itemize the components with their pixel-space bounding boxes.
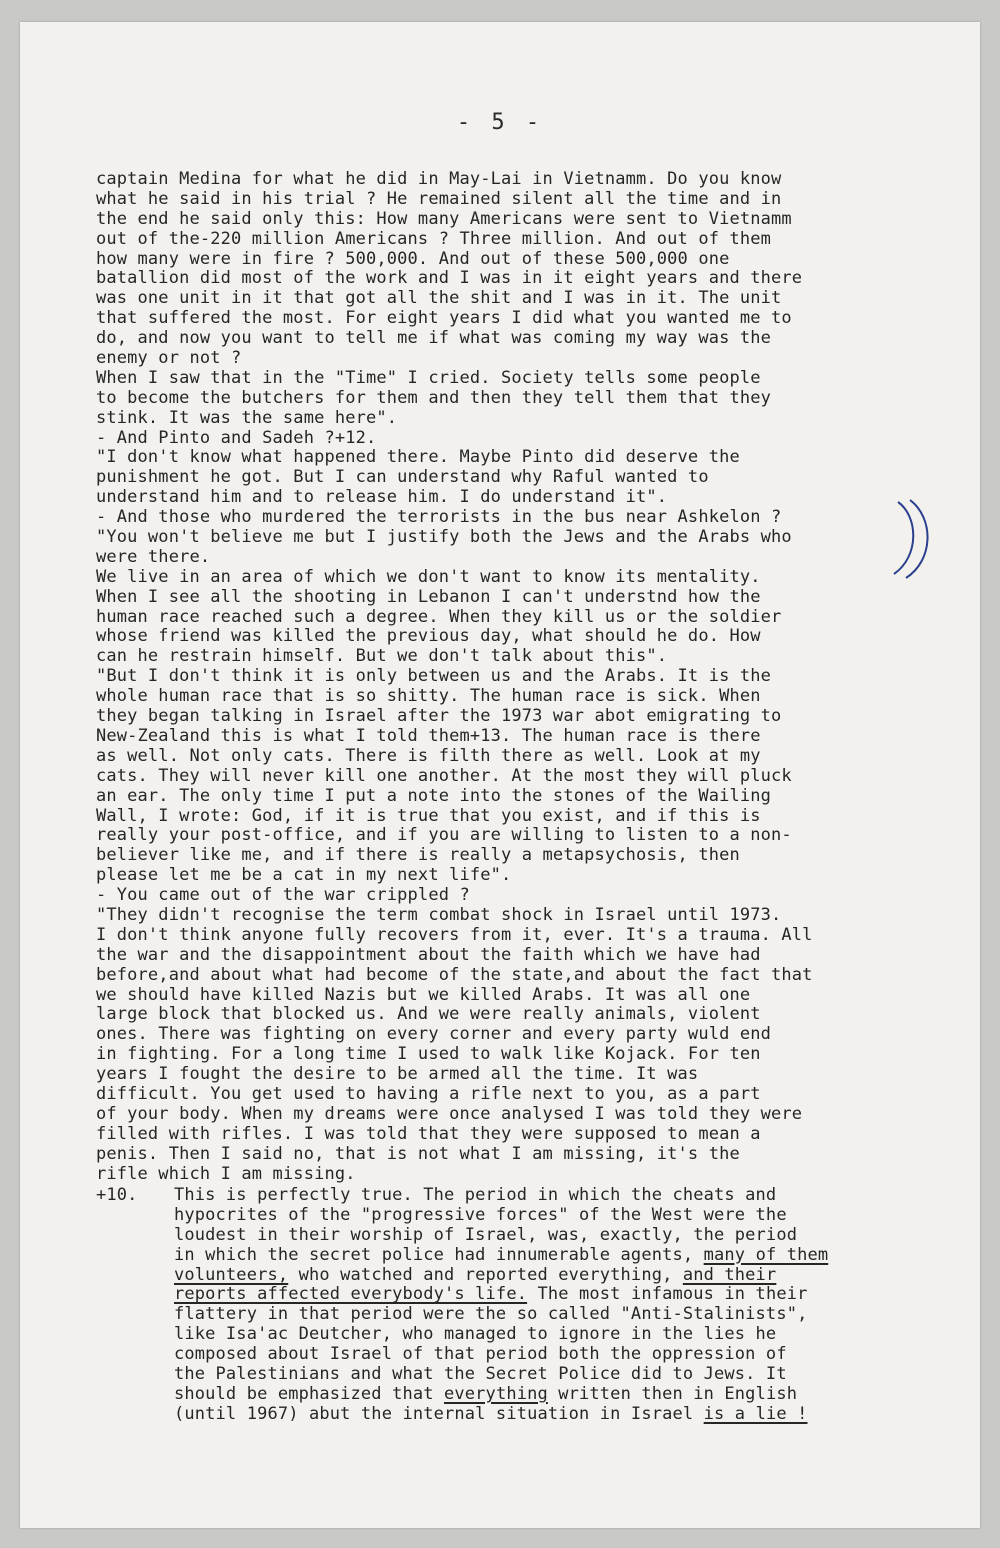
text-line: we should have killed Nazis but we killed Arabs. It was all one — [96, 984, 751, 1005]
text-line: stink. It was the same here". — [96, 407, 398, 428]
text-line: was one unit in it that got all the shit and I was in it. The unit — [96, 288, 782, 309]
text-line: "I don't know what happened there. Maybe Pinto did deserve the — [96, 447, 740, 468]
text-segment: flattery in that period were the so called "Anti-Stalinists", — [174, 1304, 808, 1325]
text-line: We live in an area of which we don't want to know its mentality. — [96, 566, 761, 587]
text-line: "You won't believe me but I justify both the Jews and the Arabs who — [96, 527, 792, 548]
text-segment: the Palestinians and what the Secret Police did to Jews. It — [174, 1364, 787, 1385]
text-line: believer like me, and if there is really a metapsychosis, then — [96, 845, 740, 866]
footnote-line — [174, 1285, 964, 1305]
text-line: cats. They will never kill one another. At the most they will pluck — [96, 765, 792, 786]
text-line: I don't think anyone fully recovers from it, ever. It's a trauma. All — [96, 924, 813, 945]
text-segment: who watched and reported everything, — [288, 1264, 683, 1285]
body-text — [96, 170, 956, 1184]
text-line: the end he said only this: How many Americans were sent to Vietnamm — [96, 208, 792, 229]
text-line: out of the-220 million Americans ? Three million. And out of them — [96, 228, 772, 249]
text-line: do, and now you want to tell me if what was coming my way was the — [96, 328, 772, 349]
text-segment: loudest in their worship of Israel, was, exactly, the period — [174, 1224, 798, 1245]
footnote-line — [174, 1246, 964, 1266]
text-line: really your post-office, and if you are willing to listen to a non- — [96, 825, 792, 846]
text-segment: This is perfectly true. The period in which the cheats and — [174, 1185, 777, 1205]
text-line: Wall, I wrote: God, if it is true that you exist, and if this is — [96, 805, 761, 826]
text-segment: written then in English — [547, 1383, 798, 1404]
text-line: "They didn't recognise the term combat shock in Israel until 1973. — [96, 904, 782, 925]
text-line: New-Zealand this is what I told them+13. The human race is there — [96, 725, 761, 746]
footnote-text — [174, 1186, 964, 1425]
text-line: - You came out of the war crippled ? — [96, 885, 470, 906]
underlined-text: volunteers, — [174, 1264, 289, 1285]
text-line: punishment he got. But I can understand why Raful wanted to — [96, 467, 709, 488]
text-line: penis. Then I said no, that is not what I am missing, it's the — [96, 1143, 740, 1164]
footnote-marker: +10. — [96, 1185, 138, 1205]
text-segment: hypocrites of the "progressive forces" of the West were the — [174, 1204, 787, 1225]
text-line: please let me be a cat in my next life". — [96, 865, 512, 886]
text-segment: should be emphasized that — [174, 1383, 445, 1404]
text-line: were there. — [96, 546, 211, 567]
text-line: difficult. You get used to having a rifle next to you, as a part — [96, 1083, 761, 1104]
text-line: - And those who murdered the terrorists in the bus near Ashkelon ? — [96, 507, 782, 528]
footnote-line — [174, 1226, 964, 1246]
text-line: years I fought the desire to be armed all the time. It was — [96, 1064, 699, 1085]
text-segment: composed about Israel of that period both the oppression of — [174, 1344, 787, 1365]
text-line: - And Pinto and Sadeh ?+12. — [96, 427, 377, 448]
document-page — [20, 22, 980, 1528]
text-line: rifle which I am missing. — [96, 1163, 356, 1184]
text-line: of your body. When my dreams were once analysed I was told they were — [96, 1103, 803, 1124]
text-segment: in which the secret police had innumerable agents, — [174, 1244, 704, 1265]
underlined-text: many of them — [703, 1244, 829, 1265]
underlined-text: reports affected everybody's life. — [174, 1284, 528, 1305]
text-line: When I see all the shooting in Lebanon I can't understnd how the — [96, 586, 761, 607]
handwritten-bracket-icon — [884, 498, 954, 582]
text-line: in fighting. For a long time I used to walk like Kojack. For ten — [96, 1044, 761, 1065]
text-line: whole human race that is so shitty. The human race is sick. When — [96, 686, 761, 707]
footnote-line — [174, 1345, 964, 1365]
text-line: human race reached such a degree. When they kill us or the soldier — [96, 606, 782, 627]
text-line: understand him and to release him. I do understand it". — [96, 487, 668, 508]
text-line: whose friend was killed the previous day, what should he do. How — [96, 626, 761, 647]
text-line: ones. There was fighting on every corner and every party wuld end — [96, 1024, 772, 1045]
text-line: that suffered the most. For eight years I did what you wanted me to — [96, 308, 792, 329]
text-line: the war and the disappointment about the faith which we have had — [96, 944, 761, 965]
footnote-line — [174, 1186, 964, 1206]
text-line: "But I don't think it is only between us and the Arabs. It is the — [96, 666, 772, 687]
footnote-line — [174, 1325, 964, 1345]
text-line: filled with rifles. I was told that they were supposed to mean a — [96, 1123, 761, 1144]
footnote-line — [174, 1305, 964, 1325]
footnote-line — [174, 1206, 964, 1226]
text-line: an ear. The only time I put a note into the stones of the Wailing — [96, 785, 772, 806]
underlined-text: is a lie ! — [703, 1403, 808, 1424]
text-segment: The most infamous in their — [527, 1284, 808, 1305]
text-line: as well. Not only cats. There is filth there as well. Look at my — [96, 745, 761, 766]
text-line: before,and about what had become of the state,and about the fact that — [96, 964, 813, 985]
footnote-line — [174, 1266, 964, 1286]
footnote-line — [174, 1385, 964, 1405]
text-line: batallion did most of the work and I was in it eight years and there — [96, 268, 803, 289]
text-line: to become the butchers for them and then they tell them that they — [96, 387, 772, 408]
text-line: large block that blocked us. And we were really animals, violent — [96, 1004, 761, 1025]
text-line: captain Medina for what he did in May-Lai in Vietnamm. Do you know — [96, 169, 782, 189]
underlined-text: everything — [444, 1383, 548, 1404]
text-line: what he said in his trial ? He remained silent all the time and in — [96, 188, 782, 209]
page-number: - 5 - — [456, 110, 544, 135]
text-line: they began talking in Israel after the 1973 war abot emigrating to — [96, 706, 782, 727]
footnote-line — [174, 1405, 964, 1425]
text-line: enemy or not ? — [96, 348, 242, 369]
underlined-text: and their — [682, 1264, 777, 1285]
text-line: can he restrain himself. But we don't talk about this". — [96, 646, 668, 667]
text-line: how many were in fire ? 500,000. And out of these 500,000 one — [96, 248, 730, 269]
text-line: When I saw that in the "Time" I cried. Society tells some people — [96, 367, 761, 388]
text-segment: like Isa'ac Deutcher, who managed to ignore in the lies he — [174, 1324, 777, 1345]
footnote-line — [174, 1365, 964, 1385]
text-segment: (until 1967) abut the internal situation in Israel — [174, 1403, 704, 1424]
